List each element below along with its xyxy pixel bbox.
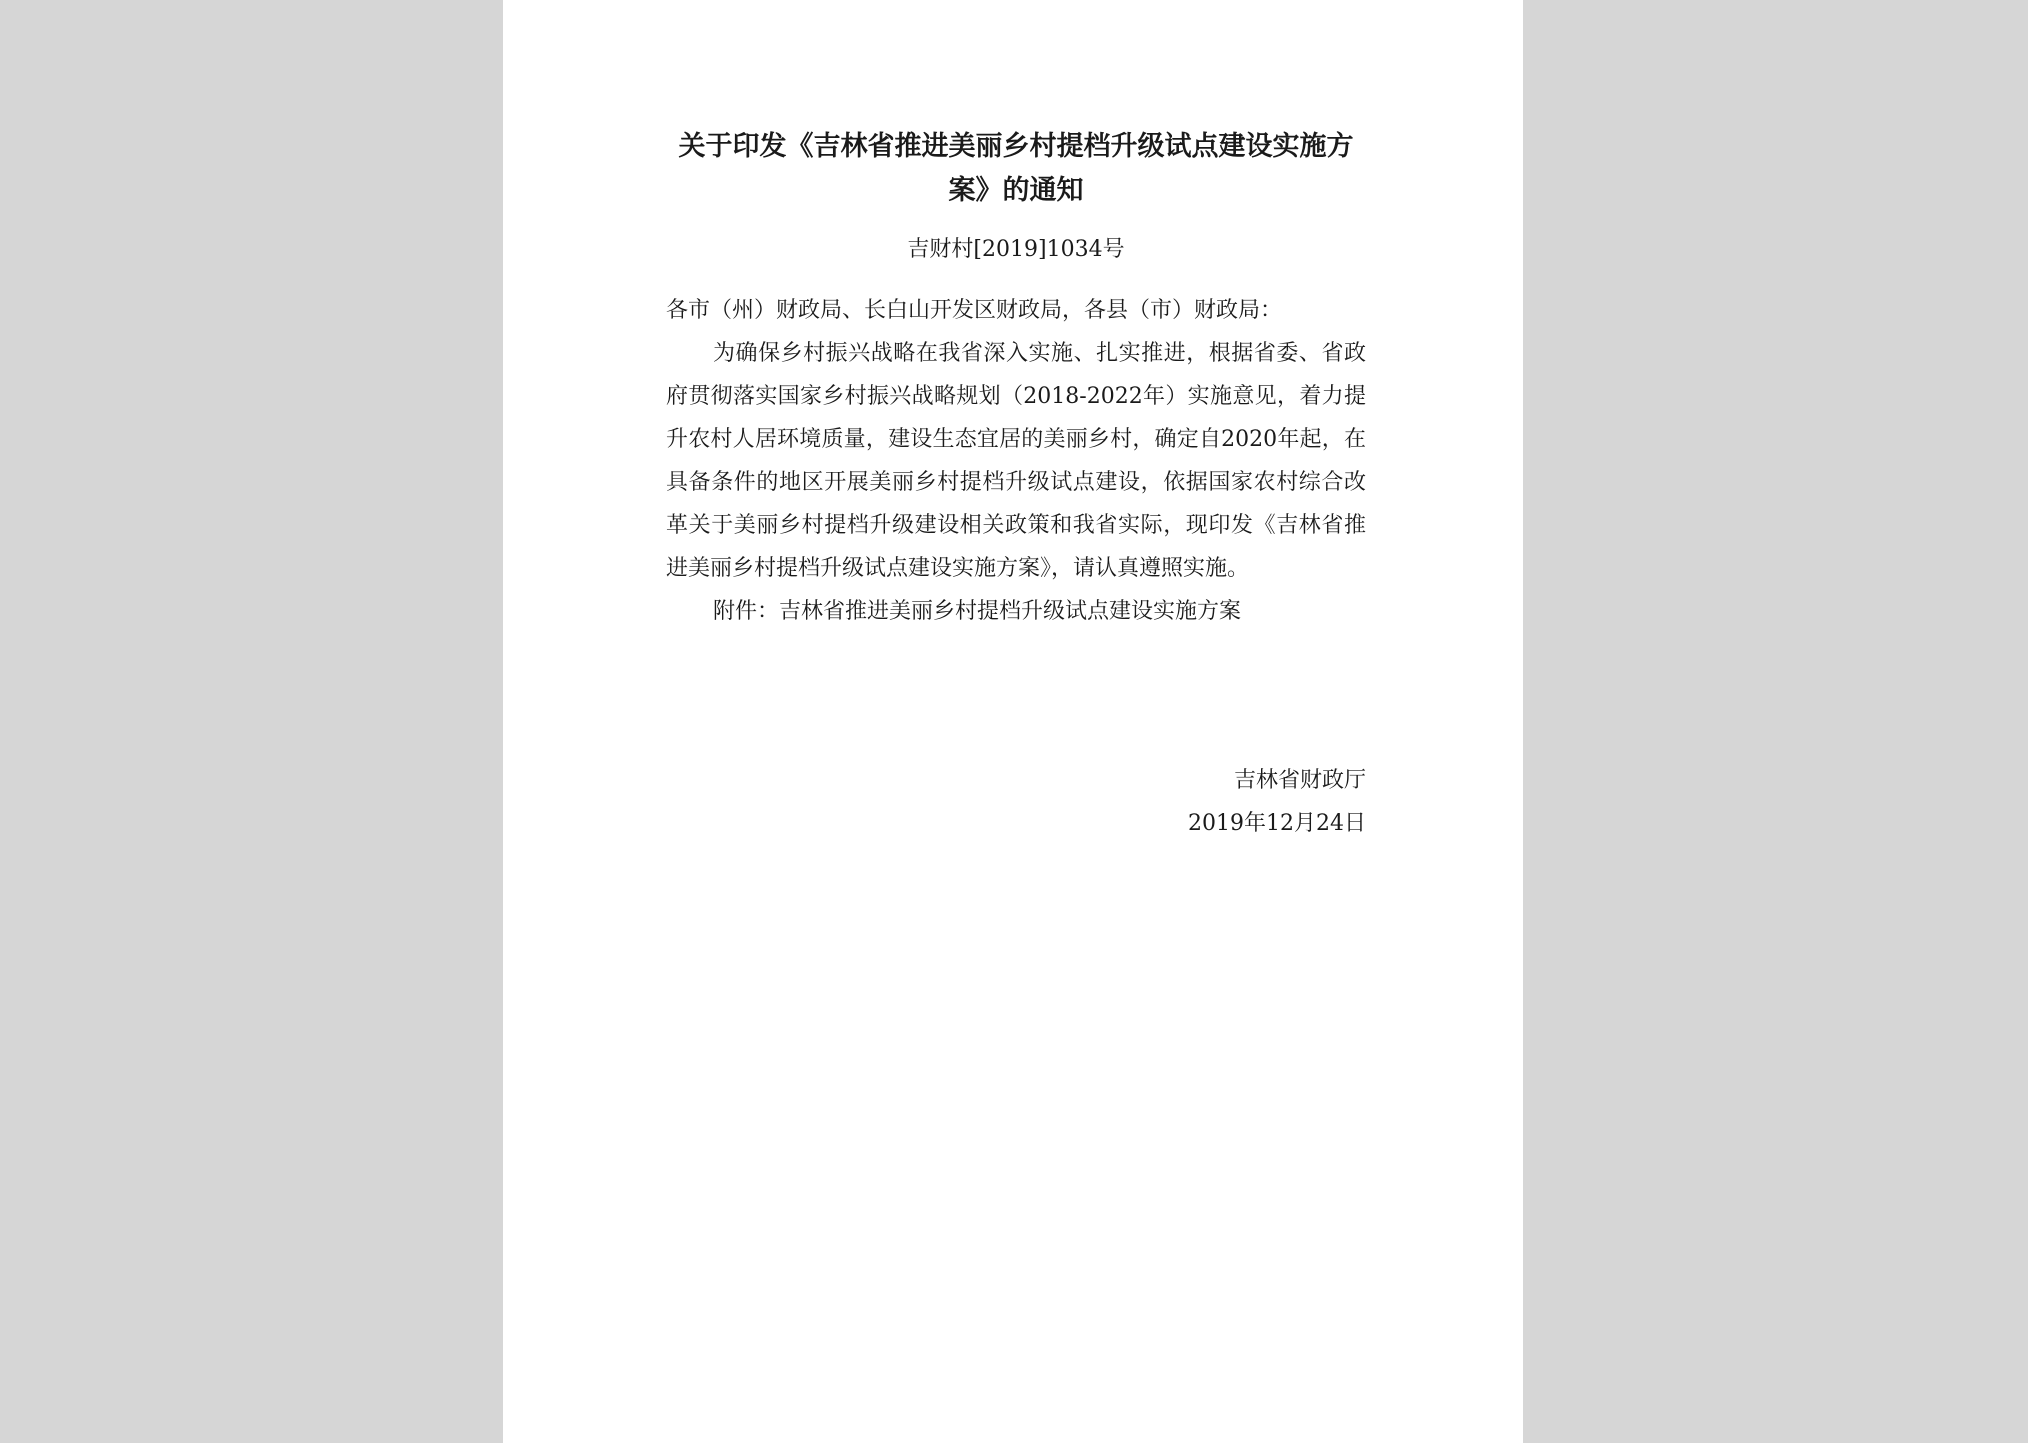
document-title: [666, 125, 1366, 213]
title-line-2: 案》的通知: [948, 175, 1084, 206]
document-body: [666, 289, 1366, 633]
issuer: 吉林省财政厅: [1233, 768, 1366, 793]
document-page: [503, 0, 1523, 1443]
title-line-1: 关于印发《吉林省推进美丽乡村提档升级试点建设实施方: [678, 131, 1354, 162]
document-content: [666, 125, 1366, 836]
document-number: 吉财村[2019]1034号: [907, 237, 1125, 262]
issue-date: 2019年12月24日: [1188, 811, 1366, 836]
attachment-line: 附件：吉林省推进美丽乡村提档升级试点建设实施方案: [713, 599, 1242, 624]
body-paragraph: 为确保乡村振兴战略在我省深入实施、扎实推进，根据省委、省政府贯彻落实国家乡村振兴战略规划（2018-2022年）实施意见，着力提升农村人居环境质量，建设生态宜居的美丽乡村，确定自2020年起，在具备条件的地区开展美丽乡村提档升级试点建设，依据国家农村综合改革关于美丽乡村提档升级建设相关政策和我省实际，现印发《吉林省推进美丽乡村提档升级试点建设实施方案》，请认真遵照实施。: [666, 341, 1366, 581]
signature-block: [1188, 759, 1366, 845]
salutation: 各市（州）财政局、长白山开发区财政局，各县（市）财政局：: [666, 298, 1283, 323]
